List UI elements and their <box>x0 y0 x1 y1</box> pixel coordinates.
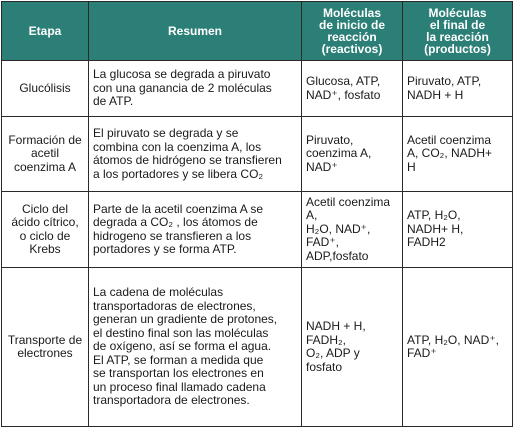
reactants-cell: Glucosa, ATP, NAD⁺, fosfato <box>302 61 403 117</box>
products-cell: ATP, H₂O, NADH+ H, FADH2 <box>403 192 513 268</box>
stage-cell: Transporte de electrones <box>2 268 89 427</box>
summary-cell: Parte de la acetil coenzima A se degrada a CO₂ , los átomos de hidrogeno se transfieren a los portadores y se forma ATP. <box>89 192 302 268</box>
reactants-cell: Acetil coenzima A, H₂O, NAD⁺, FAD⁺, ADP,fosfato <box>302 192 403 268</box>
summary-cell: La cadena de moléculas transportadoras de electrones, generan un gradiente de protones, el destino final son las moléculas de oxígeno, así se forma el agua. El ATP, se forman a medida que se transportan los electrones en un proceso final llamado cadena transportadora de electrones. <box>89 268 302 427</box>
products-cell: ATP, H₂O, NAD⁺, FAD⁺ <box>403 268 513 427</box>
header-reactivos: Moléculas de inicio de reacción (reactivos) <box>302 2 403 61</box>
header-row <box>2 2 513 61</box>
products-cell: Acetil coenzima A, CO₂, NADH+ H <box>403 117 513 192</box>
summary-cell: El piruvato se degrada y se combina con la coenzima A, los átomos de hidrógeno se transfieren a los portadores y se libera CO₂ <box>89 117 302 192</box>
stage-cell: Glucólisis <box>2 61 89 117</box>
metabolism-table <box>1 1 513 427</box>
header-productos: Moléculas el final de la reacción (productos) <box>403 2 513 61</box>
table-row <box>2 117 513 192</box>
table-row <box>2 192 513 268</box>
table-row <box>2 61 513 117</box>
table-row <box>2 268 513 427</box>
products-cell: Piruvato, ATP, NADH + H <box>403 61 513 117</box>
reactants-cell: Piruvato, coenzima A, NAD⁺ <box>302 117 403 192</box>
header-resumen: Resumen <box>89 2 302 61</box>
stage-cell: Formación de acetil coenzima A <box>2 117 89 192</box>
reactants-cell: NADH + H, FADH₂, O₂, ADP y fosfato <box>302 268 403 427</box>
stage-cell: Ciclo del ácido cítrico, o ciclo de Krebs <box>2 192 89 268</box>
header-etapa: Etapa <box>2 2 89 61</box>
summary-cell: La glucosa se degrada a piruvato con una ganancia de 2 moléculas de ATP. <box>89 61 302 117</box>
